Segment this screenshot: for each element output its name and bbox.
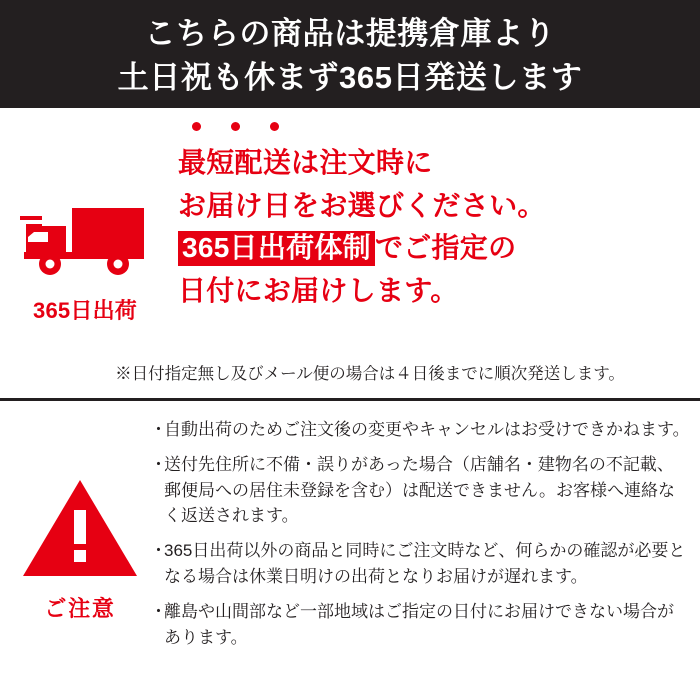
delivery-truck-icon: [20, 196, 150, 282]
caution-item: [150, 452, 690, 529]
caution-icon-column: [0, 401, 160, 697]
shipping-line-4: 日付にお届けします。: [178, 274, 459, 306]
decorative-dots: [192, 122, 279, 131]
bullet-icon: ・: [150, 454, 167, 474]
truck-caption: 365日出荷: [32, 297, 138, 323]
header-line-2: 土日祝も休まず365日発送します: [117, 60, 583, 95]
caution-item-text: 送付先住所に不備・誤りがあった場合（店舗名・建物名の不記載、郵便局への居住未登録を含む）は配送できません。お客様へ連絡なく返送されます。: [164, 454, 676, 526]
caution-item: [150, 599, 690, 651]
caution-caption: ご注意: [44, 595, 116, 621]
shipping-line-3: [178, 227, 686, 270]
caution-item: [150, 417, 690, 443]
bullet-icon: ・: [150, 601, 167, 621]
dot-1: [192, 122, 201, 131]
dot-3: [270, 122, 279, 131]
caution-item-text: 離島や山間部など一部地域はご指定の日付にお届けできない場合があります。: [164, 601, 674, 647]
shipping-message: [115, 108, 700, 398]
bullet-icon: ・: [150, 420, 167, 439]
dot-2: [231, 122, 240, 131]
truck-column: [0, 108, 170, 398]
shipping-highlight: 365日出荷体制: [178, 231, 375, 266]
caution-section: [0, 401, 700, 697]
bullet-icon: ・: [150, 541, 167, 561]
caution-item: [150, 538, 690, 590]
shipping-line-3-rest: でご指定の: [374, 232, 517, 264]
caution-item-text: 自動出荷のためご注文後の変更やキャンセルはお受けできかねます。: [164, 420, 690, 439]
shipping-line-1: 最短配送は注文時に: [178, 147, 433, 178]
banner-header: [0, 0, 700, 108]
caution-item-text: 365日出荷以外の商品と同時にご注文時など、何らかの確認が必要となる場合は休業日明けの出荷となりお届けが遅れます。: [164, 541, 686, 587]
shipping-note: ※日付指定無し及びメール便の場合は４日後までに順次発送します。: [115, 364, 625, 383]
caution-list: [150, 417, 690, 697]
header-line-1: こちらの商品は提携倉庫より: [144, 15, 556, 51]
shipping-section: [0, 108, 700, 401]
shipping-line-2: お届け日をお選びください。: [178, 189, 546, 221]
warning-triangle-icon: [21, 476, 139, 580]
